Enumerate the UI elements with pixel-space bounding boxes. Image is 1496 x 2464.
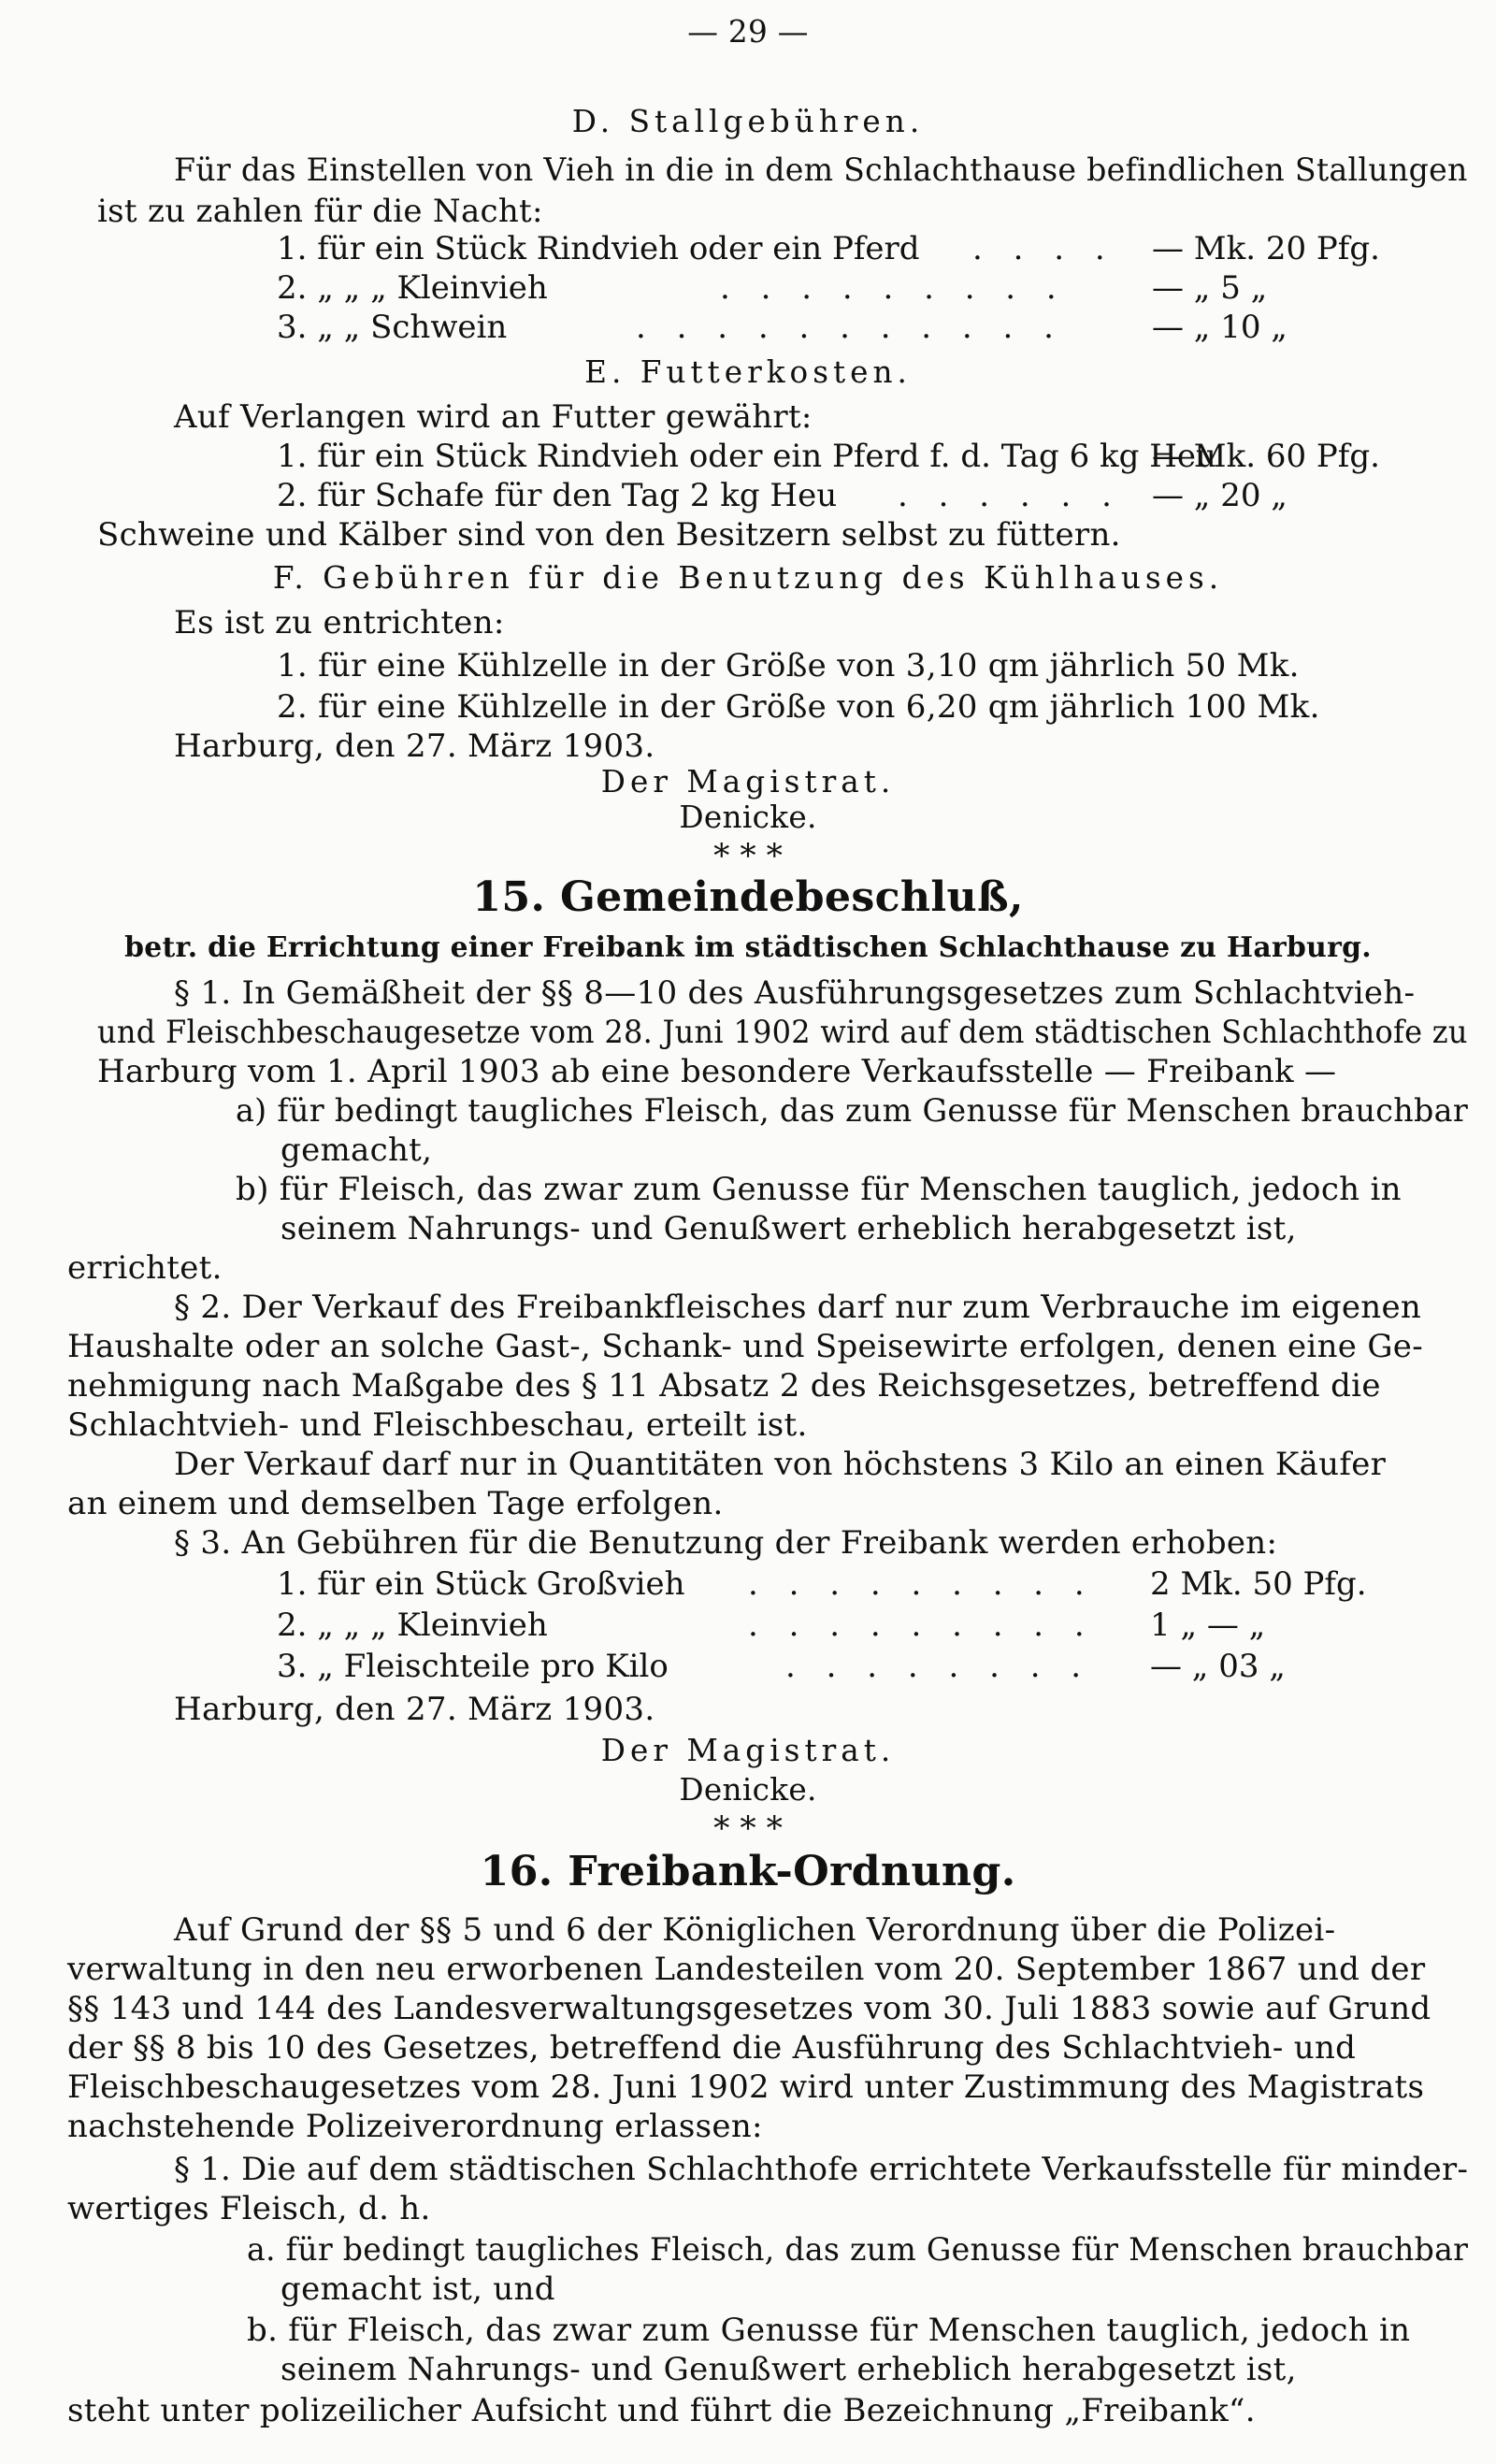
signature: Denicke. [679, 1772, 817, 1808]
paragraph-line: verwaltung in den neu erworbenen Landesteilen vom 20. September 1867 und der [67, 1951, 1426, 1988]
paragraph-line: Haushalte oder an solche Gast-, Schank- und Speisewirte erfolgen, denen eine Ge- [67, 1328, 1424, 1365]
section-e-title: E. Futterkosten. [584, 354, 912, 390]
list-item-a-cont: gemacht ist, und [280, 2270, 555, 2308]
paragraph-line: § 1. In Gemäßheit der §§ 8—10 des Ausführungsgesetzes zum Schlachtvieh- [174, 974, 1416, 1012]
paragraph-line: §§ 143 und 144 des Landesverwaltungsgesetzes vom 30. Juli 1883 sowie auf Grund [67, 1990, 1431, 2027]
paragraph-line: Auf Grund der §§ 5 und 6 der Königlichen Verordnung über die Polizei- [174, 1911, 1336, 1949]
paragraph-line: Harburg vom 1. April 1903 ab eine besondere Verkaufsstelle — Freibank — [97, 1053, 1337, 1090]
authority: Der Magistrat. [600, 1733, 896, 1768]
paragraph-line: § 3. An Gebühren für die Benutzung der Freibank werden erhoben: [174, 1524, 1278, 1562]
fee-item-price: 2 Mk. 50 Pfg. [1150, 1565, 1367, 1603]
fee-item-dots: . . . . [972, 230, 1115, 267]
fee-item-text: 1. für ein Stück Rindvieh oder ein Pferd f. d. Tag 6 kg Heu [277, 438, 1216, 475]
section-d-intro-line: Für das Einstellen von Vieh in die in dem Schlachthause befindlichen Stallungen [174, 151, 1468, 189]
fee-item-text: 1. für ein Stück Großvieh [277, 1565, 685, 1603]
fee-item-price: 1 „ — „ [1150, 1607, 1266, 1644]
paragraph-line: nachstehende Polizeiverordnung erlassen: [67, 2108, 763, 2145]
paragraph-line: wertiges Fleisch, d. h. [67, 2190, 431, 2227]
section-d-title: D. Stallgebühren. [571, 104, 925, 139]
fee-item-dots: . . . . . . . . . [748, 1565, 1095, 1603]
paragraph-line: errichtet. [67, 1249, 223, 1287]
section-divider-stars: * * * [713, 1810, 783, 1848]
paragraph-line: steht unter polizeilicher Aufsicht und führt die Bezeichnung „Freibank“. [67, 2392, 1256, 2429]
fee-item-text: 2. „ „ „ Kleinvieh [277, 269, 548, 307]
section-16-heading: 16. Freibank-Ordnung. [480, 1847, 1016, 1895]
paragraph-line: § 2. Der Verkauf des Freibankfleisches darf nur zum Verbrauche im eigenen [174, 1289, 1422, 1326]
fee-item-dots: . . . . . . [898, 477, 1122, 514]
fee-item-price: — „ 20 „ [1152, 477, 1287, 514]
section-divider-stars: * * * [713, 838, 783, 875]
list-item-b: b) für Fleisch, das zwar zum Genusse für Menschen tauglich, jedoch in [236, 1171, 1402, 1208]
fee-item: 1. für eine Kühlzelle in der Größe von 3,10 qm jährlich 50 Mk. [277, 647, 1300, 684]
section-e-note: Schweine und Kälber sind von den Besitzern selbst zu füttern. [97, 516, 1121, 554]
section-f-intro: Es ist zu entrichten: [174, 604, 505, 641]
date-line: Harburg, den 27. März 1903. [174, 1691, 655, 1728]
list-item-b-cont: seinem Nahrungs- und Genußwert erheblich herabgesetzt ist, [280, 1210, 1297, 1247]
list-item-a-cont: gemacht, [280, 1131, 433, 1169]
list-item-b-cont: seinem Nahrungs- und Genußwert erheblich herabgesetzt ist, [280, 2351, 1297, 2388]
section-d-intro-line: ist zu zahlen für die Nacht: [97, 193, 543, 230]
section-15-subheading: betr. die Errichtung einer Freibank im städtischen Schlachthause zu Harburg. [124, 931, 1372, 964]
paragraph-line: an einem und demselben Tage erfolgen. [67, 1485, 724, 1522]
fee-item-price: — „ 10 „ [1152, 309, 1287, 346]
fee-item-text: 3. „ Fleischteile pro Kilo [277, 1648, 669, 1685]
fee-item-price: — „ 03 „ [1150, 1648, 1286, 1685]
fee-item-text: 2. für Schafe für den Tag 2 kg Heu [277, 477, 838, 514]
page-number: — 29 — [687, 14, 809, 50]
date-line: Harburg, den 27. März 1903. [174, 728, 655, 765]
paragraph-line: Fleischbeschaugesetzes vom 28. Juni 1902 wird unter Zustimmung des Magistrats [67, 2068, 1425, 2106]
fee-item-dots: . . . . . . . . . [720, 269, 1067, 307]
paragraph-line: § 1. Die auf dem städtischen Schlachthofe errichtete Verkaufsstelle für minder- [174, 2151, 1469, 2188]
fee-item-dots: . . . . . . . . . . . [636, 309, 1064, 346]
authority: Der Magistrat. [600, 764, 896, 800]
paragraph-line: nehmigung nach Maßgabe des § 11 Absatz 2 des Reichsgesetzes, betreffend die [67, 1367, 1381, 1405]
fee-item-price: — Mk. 60 Pfg. [1152, 438, 1380, 475]
signature: Denicke. [679, 800, 817, 835]
fee-item-price: — Mk. 20 Pfg. [1152, 230, 1380, 267]
fee-item-dots: . . . . . . . . . [748, 1607, 1095, 1644]
fee-item-text: 2. „ „ „ Kleinvieh [277, 1607, 548, 1644]
paragraph-line: und Fleischbeschaugesetze vom 28. Juni 1902 wird auf dem städtischen Schlachthofe zu [97, 1014, 1468, 1051]
section-15-heading: 15. Gemeindebeschluß, [472, 872, 1024, 921]
list-item-a: a. für bedingt taugliches Fleisch, das zum Genusse für Menschen brauchbar [247, 2231, 1469, 2269]
paragraph-line: der §§ 8 bis 10 des Gesetzes, betreffend die Ausführung des Schlachtvieh- und [67, 2029, 1357, 2067]
fee-item-dots: . . . . . . . . [785, 1648, 1092, 1685]
section-f-title: F. Gebühren für die Benutzung des Kühlhauses. [272, 560, 1224, 596]
paragraph-line: Der Verkauf darf nur in Quantitäten von höchstens 3 Kilo an einen Käufer [174, 1446, 1387, 1483]
fee-item: 2. für eine Kühlzelle in der Größe von 6,20 qm jährlich 100 Mk. [277, 688, 1320, 726]
fee-item-text: 1. für ein Stück Rindvieh oder ein Pferd [277, 230, 920, 267]
list-item-b: b. für Fleisch, das zwar zum Genusse für Menschen tauglich, jedoch in [247, 2312, 1411, 2349]
fee-item-text: 3. „ „ Schwein [277, 309, 508, 346]
paragraph-line: Schlachtvieh- und Fleischbeschau, erteilt ist. [67, 1406, 808, 1444]
fee-item-price: — „ 5 „ [1152, 269, 1268, 307]
section-e-intro: Auf Verlangen wird an Futter gewährt: [174, 398, 813, 436]
list-item-a: a) für bedingt taugliches Fleisch, das zum Genusse für Menschen brauchbar [236, 1092, 1469, 1130]
